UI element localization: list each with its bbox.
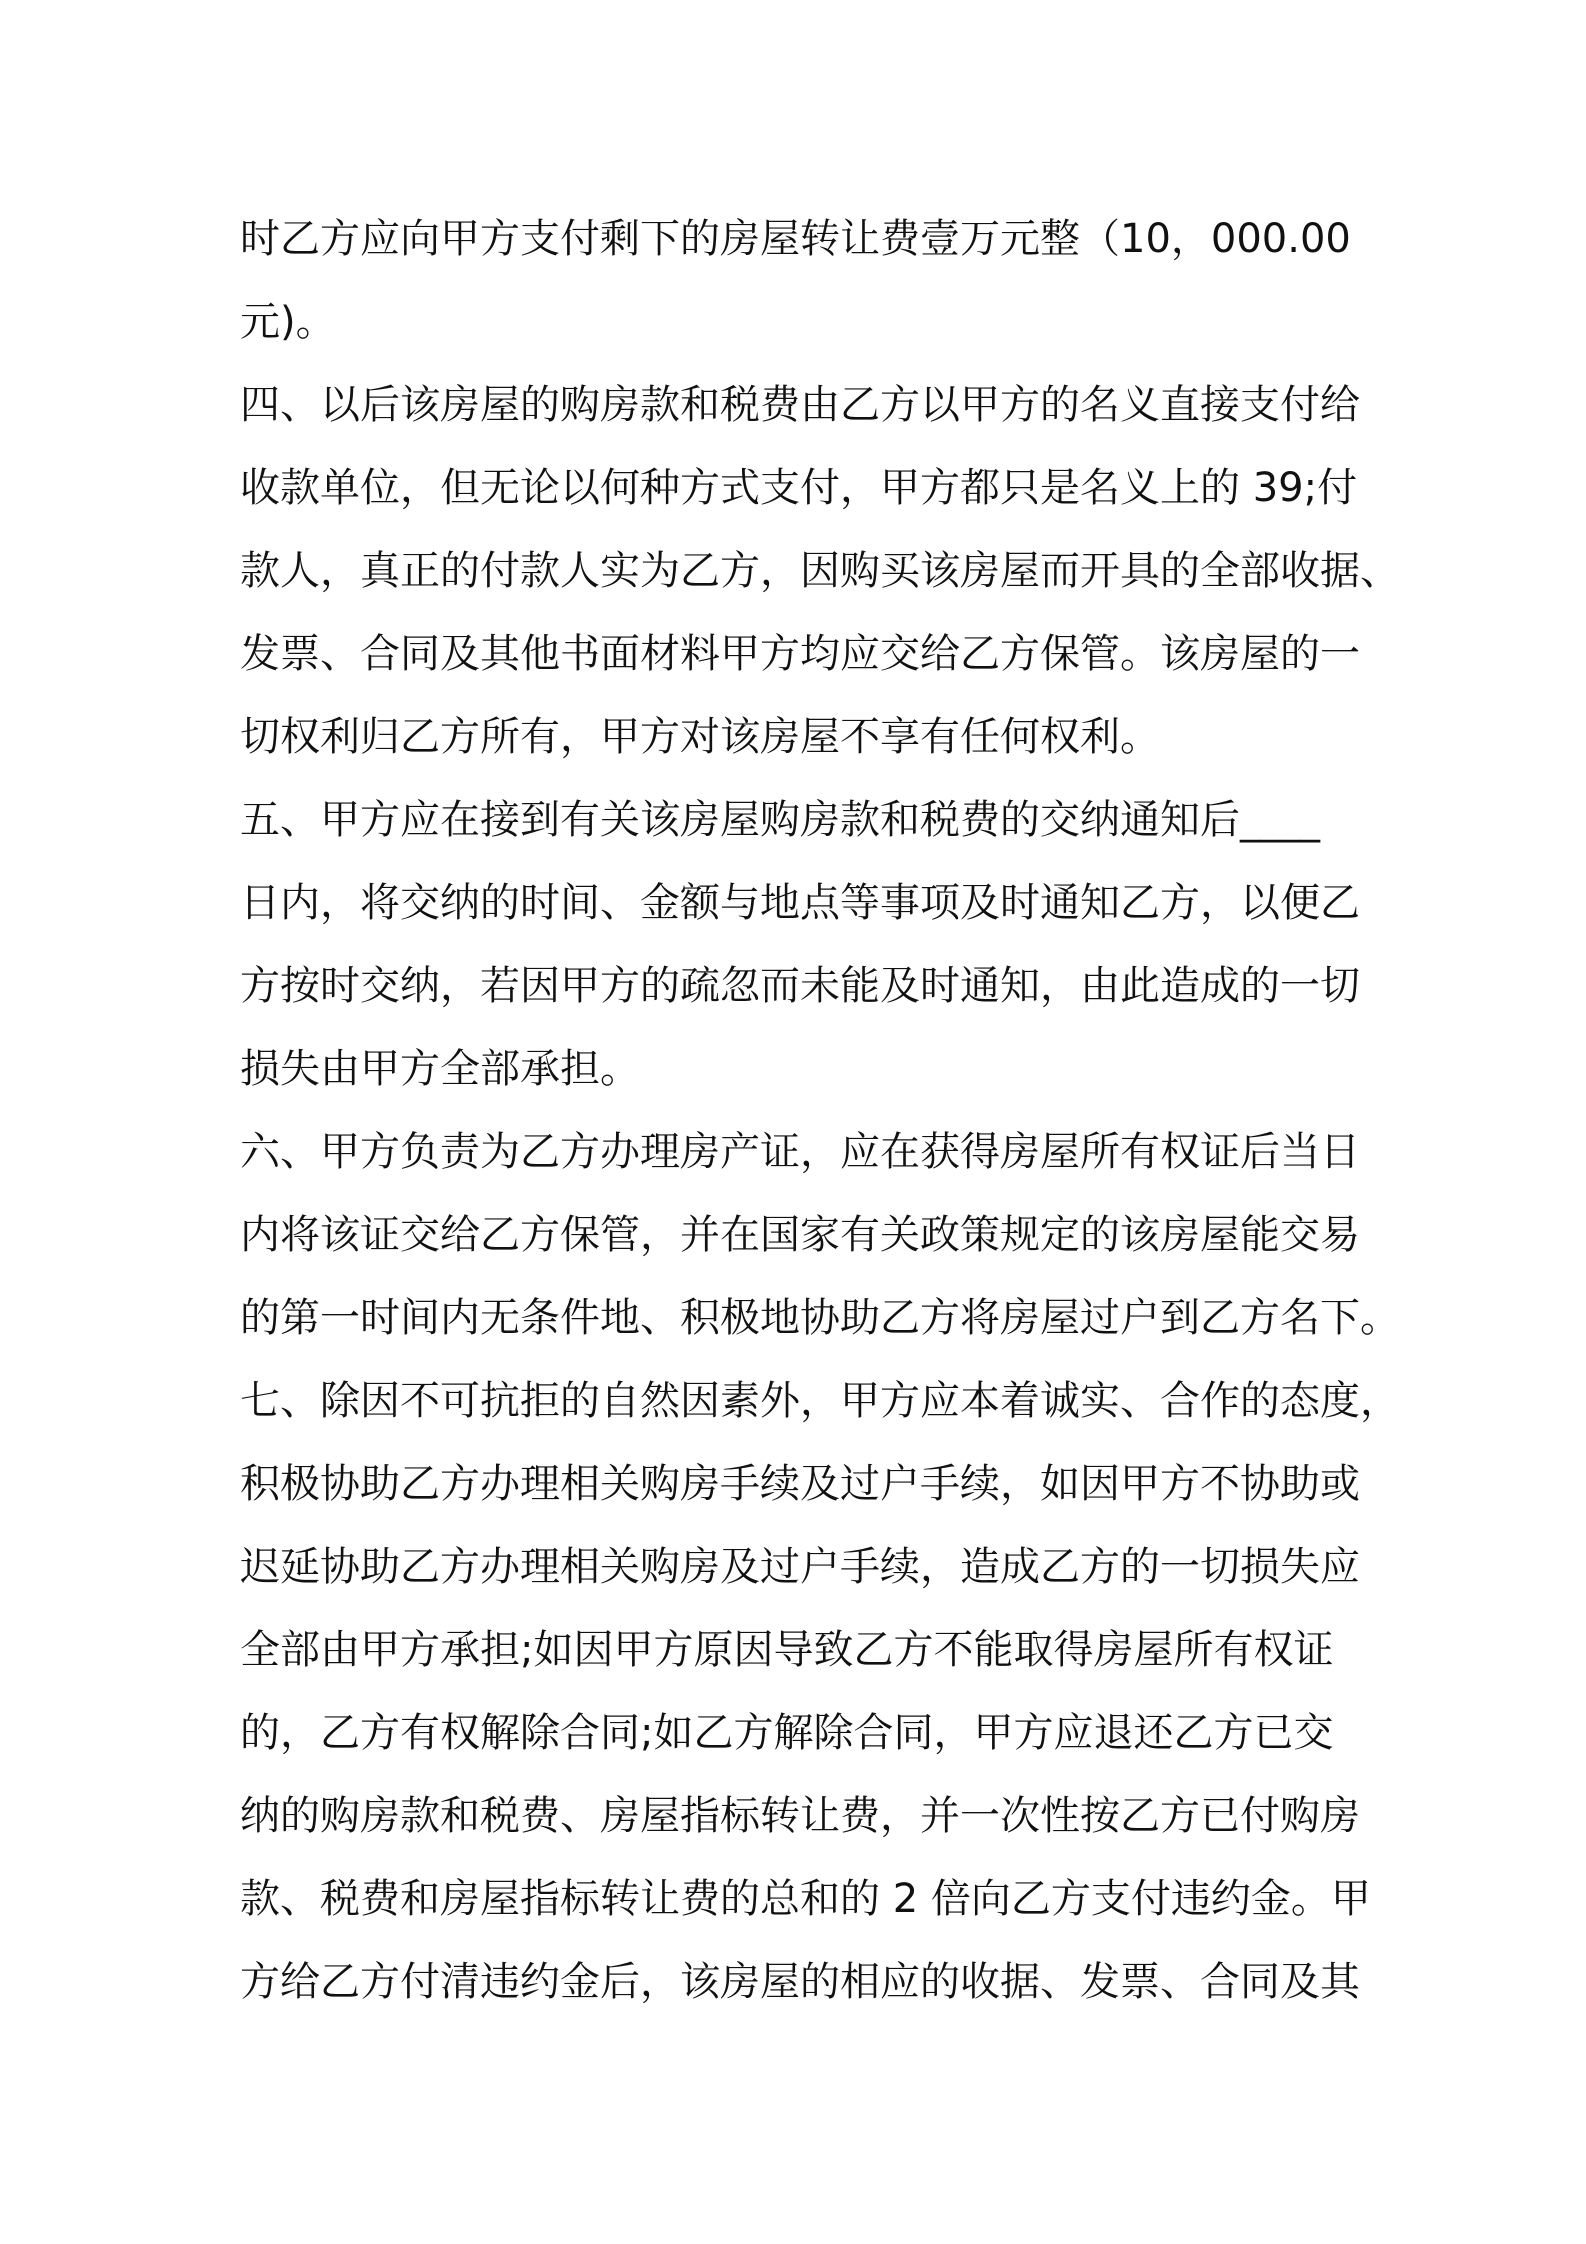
text-line: 积极协助乙方办理相关购房手续及过户手续，如因甲方不协助或 bbox=[240, 1461, 1360, 1507]
text-line: 六、甲方负责为乙方办理房产证，应在获得房屋所有权证后当日 bbox=[240, 1129, 1360, 1175]
text-line: 方给乙方付清违约金后，该房屋的相应的收据、发票、合同及其 bbox=[240, 1959, 1360, 2005]
text-line: 四、以后该房屋的购房款和税费由乙方以甲方的名义直接支付给 bbox=[240, 382, 1360, 428]
text-line: 元)。 bbox=[240, 299, 336, 345]
text-line: 日内，将交纳的时间、金额与地点等事项及时通知乙方，以便乙 bbox=[240, 880, 1360, 926]
text-line: 款、税费和房屋指标转让费的总和的 2 倍向乙方支付违约金。甲 bbox=[240, 1876, 1371, 1922]
text-line: 损失由甲方全部承担。 bbox=[240, 1046, 640, 1092]
text-line: 内将该证交给乙方保管，并在国家有关政策规定的该房屋能交易 bbox=[240, 1212, 1360, 1258]
text-line: 迟延协助乙方办理相关购房及过户手续，造成乙方的一切损失应 bbox=[240, 1544, 1360, 1590]
text-line: 的，乙方有权解除合同;如乙方解除合同，甲方应退还乙方已交 bbox=[240, 1710, 1334, 1756]
text-line: 七、除因不可抗拒的自然因素外，甲方应本着诚实、合作的态度， bbox=[240, 1378, 1400, 1424]
text-line: 的第一时间内无条件地、积极地协助乙方将房屋过户到乙方名下。 bbox=[240, 1295, 1400, 1341]
text-line: 款人，真正的付款人实为乙方，因购买该房屋而开具的全部收据、 bbox=[240, 548, 1400, 594]
text-line: 全部由甲方承担;如因甲方原因导致乙方不能取得房屋所有权证 bbox=[240, 1627, 1334, 1673]
text-line: 五、甲方应在接到有关该房屋购房款和税费的交纳通知后____ bbox=[240, 797, 1320, 843]
text-line: 收款单位，但无论以何种方式支付，甲方都只是名义上的 39;付 bbox=[240, 465, 1358, 511]
text-line: 时乙方应向甲方支付剩下的房屋转让费壹万元整（10，000.00 bbox=[240, 216, 1351, 262]
text-line: 方按时交纳，若因甲方的疏忽而未能及时通知，由此造成的一切 bbox=[240, 963, 1360, 1009]
text-line: 发票、合同及其他书面材料甲方均应交给乙方保管。该房屋的一 bbox=[240, 631, 1360, 677]
text-line: 纳的购房款和税费、房屋指标转让费，并一次性按乙方已付购房 bbox=[240, 1793, 1360, 1839]
text-line: 切权利归乙方所有，甲方对该房屋不享有任何权利。 bbox=[240, 714, 1160, 760]
document-body bbox=[240, 198, 1400, 2024]
